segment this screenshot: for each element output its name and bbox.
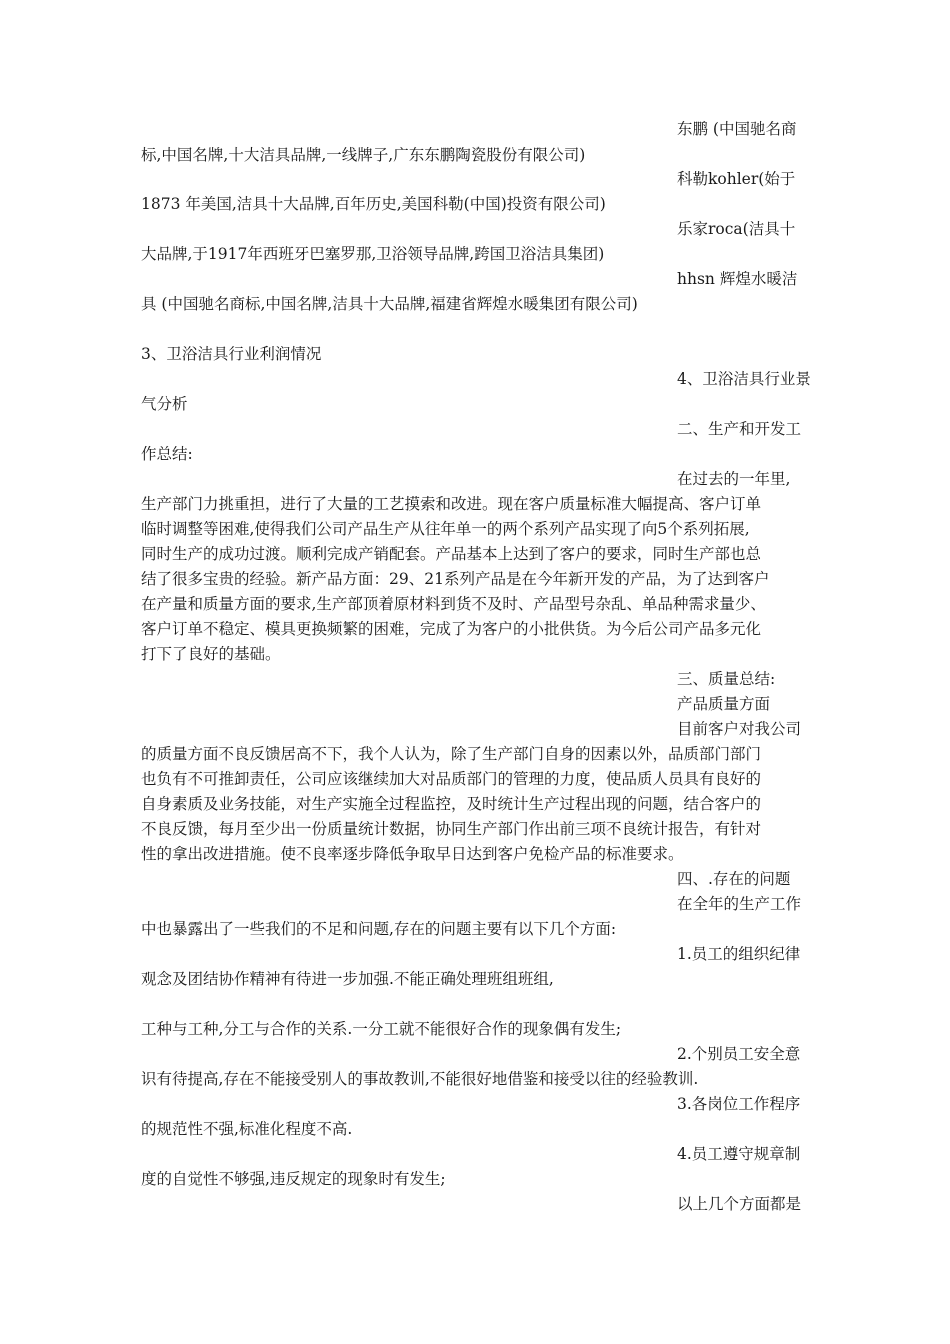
list-item-3: 3.各岗位工作程序 <box>677 1095 801 1113</box>
paragraph-line: 在产量和质量方面的要求,生产部顶着原材料到货不及时、产品型号杂乱、单品种需求量少、 <box>141 595 766 613</box>
section-heading-outlook-cont: 气分析 <box>141 395 188 413</box>
paragraph-line: 不良反馈，每月至少出一份质量统计数据，协同生产部门作出前三项不良统计报告，有针对 <box>141 820 762 838</box>
section-heading-profit: 3、卫浴洁具行业利润情况 <box>141 345 322 363</box>
list-item-1: 1.员工的组织纪律 <box>677 945 801 963</box>
subheading-product-quality: 产品质量方面 <box>677 695 771 713</box>
list-item-4-cont: 度的自觉性不够强,违反规定的现象时有发生; <box>141 1170 446 1188</box>
list-item-2-cont: 识有待提高,存在不能接受别人的事故教训,不能很好地借鉴和接受以往的经验教训. <box>141 1070 699 1088</box>
list-item-2: 2.个别员工安全意 <box>677 1045 801 1063</box>
paragraph-line: 生产部门力挑重担，进行了大量的工艺摸索和改进。现在客户质量标准大幅提高、客户订单 <box>141 495 762 513</box>
paragraph-line: 在全年的生产工作 <box>677 895 802 913</box>
paragraph-line: 客户订单不稳定、模具更换频繁的困难，完成了为客户的小批供货。为今后公司产品多元化 <box>141 620 762 638</box>
list-item-1-cont: 工种与工种,分工与合作的关系.一分工就不能很好合作的现象偶有发生; <box>141 1020 622 1038</box>
section-heading-problems: 四、.存在的问题 <box>677 870 791 888</box>
brand-dongpeng-desc: 标,中国名牌,十大洁具品牌,一线牌子,广东东鹏陶瓷股份有限公司) <box>141 146 586 164</box>
brand-kohler-desc: 1873 年美国,洁具十大品牌,百年历史,美国科勒(中国)投资有限公司) <box>141 195 606 213</box>
paragraph-line: 临时调整等困难,使得我们公司产品生产从往年单一的两个系列产品实现了向5个系列拓展, <box>141 520 750 538</box>
paragraph-line: 中也暴露出了一些我们的不足和问题,存在的问题主要有以下几个方面: <box>141 920 617 938</box>
brand-dongpeng-line: 东鹏 (中国驰名商 <box>677 120 797 138</box>
paragraph-line: 也负有不可推卸责任，公司应该继续加大对品质部门的管理的力度，使品质人员具有良好的 <box>141 770 762 788</box>
brand-hhsn-desc: 具 (中国驰名商标,中国名牌,洁具十大品牌,福建省辉煌水暖集团有限公司) <box>141 295 638 313</box>
paragraph-line: 同时生产的成功过渡。顺利完成产销配套。产品基本上达到了客户的要求，同时生产部也总 <box>141 545 762 563</box>
paragraph-line: 目前客户对我公司 <box>677 720 802 738</box>
paragraph-line: 的质量方面不良反馈居高不下，我个人认为，除了生产部门自身的因素以外，品质部门部门 <box>141 745 762 763</box>
brand-hhsn-line: hhsn 辉煌水暖洁 <box>677 270 798 288</box>
section-heading-quality: 三、质量总结: <box>677 670 776 688</box>
paragraph-line: 打下了良好的基础。 <box>141 645 281 663</box>
brand-roca-line: 乐家roca(洁具十 <box>677 220 796 238</box>
list-item-1-cont: 观念及团结协作精神有待进一步加强.不能正确处理班组班组, <box>141 970 554 988</box>
brand-kohler-line: 科勒kohler(始于 <box>677 170 796 188</box>
paragraph-line: 性的拿出改进措施。使不良率逐步降低争取早日达到客户免检产品的标准要求。 <box>141 845 684 863</box>
paragraph-line: 以上几个方面都是 <box>677 1195 802 1213</box>
list-item-3-cont: 的规范性不强,标准化程度不高. <box>141 1120 353 1138</box>
section-heading-production-cont: 作总结: <box>141 445 193 463</box>
brand-roca-desc: 大品牌,于1917年西班牙巴塞罗那,卫浴领导品牌,跨国卫浴洁具集团) <box>141 245 605 263</box>
paragraph-line: 结了很多宝贵的经验。新产品方面：29、21系列产品是在今年新开发的产品，为了达到客户 <box>141 570 770 588</box>
list-item-4: 4.员工遵守规章制 <box>677 1145 801 1163</box>
paragraph-line: 自身素质及业务技能，对生产实施全过程监控，及时统计生产过程出现的问题，结合客户的 <box>141 795 762 813</box>
paragraph-line: 在过去的一年里, <box>677 470 791 488</box>
section-heading-outlook: 4、卫浴洁具行业景 <box>677 370 811 388</box>
section-heading-production: 二、生产和开发工 <box>677 420 802 438</box>
